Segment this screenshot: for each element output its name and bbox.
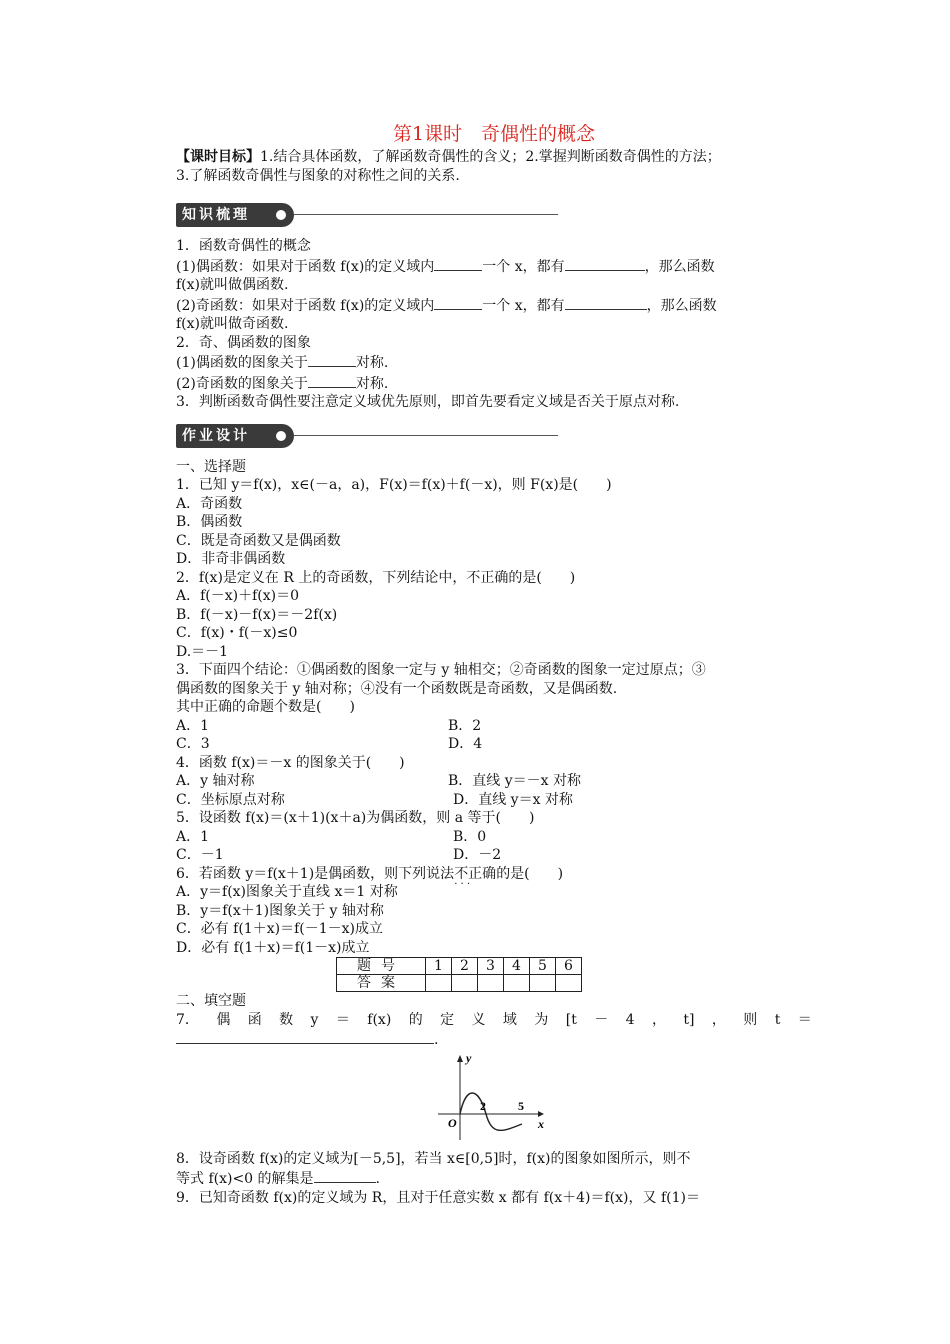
blank-odd-graph[interactable] xyxy=(308,373,356,388)
q7-word: 的 xyxy=(408,1011,423,1028)
q7-word: ＝ xyxy=(797,1011,812,1028)
q7-end: . xyxy=(434,1032,439,1048)
banner-rule xyxy=(294,214,558,215)
q7-word: 7． xyxy=(176,1011,199,1028)
question-8 xyxy=(176,1150,812,1189)
q6-option-a[interactable]: A．y＝f(x)图象关于直线 x＝1 对称 xyxy=(176,884,398,900)
answer-cell[interactable] xyxy=(556,975,582,992)
q7-stem xyxy=(176,1011,812,1030)
tick-label-2: 2 xyxy=(480,1098,486,1113)
q2-option-b[interactable]: B．f(－x)－f(x)＝－2f(x) xyxy=(176,606,338,623)
odd-graph-text-b: 对称. xyxy=(355,375,389,392)
answer-table-head-label: 题号 xyxy=(337,958,426,975)
q4-stem: 4．函数 f(x)＝－x 的图象关于( ) xyxy=(176,754,405,771)
q3-option-b[interactable]: B．2 xyxy=(448,717,482,734)
blank-q8[interactable] xyxy=(314,1168,376,1183)
x-axis-label: x xyxy=(538,1116,544,1131)
part-fill-heading: 二、填空题 xyxy=(176,993,246,1009)
goal-text-1: 1.结合具体函数，了解函数奇偶性的含义；2.掌握判断函数奇偶性的方法； xyxy=(260,149,721,165)
q3-option-c[interactable]: C．3 xyxy=(176,736,210,752)
q6-emphasis: 不正确 · · · xyxy=(454,866,496,882)
q7-word: 为 xyxy=(534,1011,549,1028)
answer-table-ans-label: 答案 xyxy=(337,975,426,992)
odd-graph-symmetry xyxy=(176,373,812,394)
banner-homework-label: 作业设计 xyxy=(176,424,294,448)
answer-table-number: 4 xyxy=(504,958,530,975)
bullet-dot-icon xyxy=(276,431,286,441)
question-9 xyxy=(176,1189,812,1208)
q7-word: 偶 xyxy=(216,1011,231,1028)
q4-options-row-2 xyxy=(176,791,812,810)
q8-line-2 xyxy=(176,1168,812,1189)
q8-line-1: 8．设奇函数 f(x)的定义域为[－5,5]，若当 x∈[0,5]时，f(x)的图象如图所示，则不 xyxy=(176,1150,691,1167)
function-curve xyxy=(460,1093,522,1130)
blank-even-any[interactable] xyxy=(434,256,482,271)
y-axis-arrow-icon xyxy=(457,1055,463,1062)
q5-option-b[interactable]: B．0 xyxy=(453,828,487,845)
q5-options-row-2 xyxy=(176,846,812,865)
q3-stem-1: 3．下面四个结论：①偶函数的图象一定与 y 轴相交；②奇函数的图象一定过原点；③ xyxy=(176,662,706,678)
answer-table-number: 6 xyxy=(556,958,582,975)
q6-stem-text-a: 6．若函数 y＝f(x＋1)是偶函数，则下列说法 xyxy=(176,865,455,882)
goal-line-1 xyxy=(176,148,812,167)
q2-option-c[interactable]: C．f(x)・f(－x)≤0 xyxy=(176,625,298,641)
knowledge-heading-3: 3．判断函数奇偶性要注意定义域优先原则，即首先要看定义域是否关于原点对称. xyxy=(176,394,680,410)
banner-knowledge xyxy=(176,203,812,229)
q3-stem-3: 其中正确的命题个数是( ) xyxy=(176,699,355,715)
banner-knowledge-label: 知识梳理 xyxy=(176,203,294,227)
q8-text-b: . xyxy=(375,1171,380,1187)
even-graph-symmetry xyxy=(176,352,812,373)
function-graph xyxy=(438,1052,548,1142)
question-5 xyxy=(176,809,812,865)
blank-q7[interactable] xyxy=(176,1029,434,1044)
q5-option-c[interactable]: C．－1 xyxy=(176,847,224,863)
question-1 xyxy=(176,476,812,569)
goal-line-2: 3.了解函数奇偶性与图象的对称性之间的关系. xyxy=(176,167,460,184)
part-choice-heading: 一、选择题 xyxy=(176,458,246,475)
q8-text-a: 等式 f(x)<0 的解集是 xyxy=(176,1171,314,1187)
q2-option-a[interactable]: A．f(－x)＋f(x)＝0 xyxy=(176,588,300,604)
q1-option-a[interactable]: A．奇函数 xyxy=(176,495,243,512)
even-definition-end: f(x)就叫做偶函数. xyxy=(176,277,289,293)
blank-odd-condition[interactable] xyxy=(565,295,647,310)
answer-cell[interactable] xyxy=(504,975,530,992)
odd-graph-text-a: (2)奇函数的图象关于 xyxy=(176,375,308,392)
blank-even-graph[interactable] xyxy=(308,352,356,367)
q7-word: 数 xyxy=(279,1011,294,1028)
q7-word: 函 xyxy=(247,1011,262,1028)
answer-table-header-row xyxy=(337,958,582,975)
q9-line-1: 9．已知奇函数 f(x)的定义域为 R，且对于任意实数 x 都有 f(x＋4)＝f(x)，又 f(1)＝ xyxy=(176,1189,700,1206)
q6-option-d[interactable]: D．必有 f(1＋x)＝f(1－x)成立 xyxy=(176,939,370,956)
question-6 xyxy=(176,865,812,958)
q3-stem-2: 偶函数的图象关于 y 轴对称；④没有一个函数既是奇函数，又是偶函数. xyxy=(176,680,618,697)
banner-rule xyxy=(294,435,558,436)
q6-option-b[interactable]: B．y＝f(x＋1)图象关于 y 轴对称 xyxy=(176,902,384,919)
odd-def-text-c: ，那么函数 xyxy=(646,297,717,314)
q1-stem: 1．已知 y＝f(x)，x∈(－a，a)，F(x)＝f(x)＋f(－x)，则 F(x)是( ) xyxy=(176,477,612,493)
bullet-dot-icon xyxy=(276,210,286,220)
answer-table-number: 2 xyxy=(452,958,478,975)
even-def-text-b: 一个 x，都有 xyxy=(482,258,565,275)
even-graph-text-a: (1)偶函数的图象关于 xyxy=(176,355,308,371)
q7-word: t xyxy=(774,1011,781,1028)
odd-def-text-b: 一个 x，都有 xyxy=(482,297,565,314)
q5-stem: 5．设函数 f(x)＝(x＋1)(x＋a)为偶函数，则 a 等于( ) xyxy=(176,810,535,826)
odd-definition xyxy=(176,295,812,316)
worksheet xyxy=(176,120,812,1207)
q7-word: ， xyxy=(651,1011,666,1028)
odd-definition-end: f(x)就叫做奇函数. xyxy=(176,316,289,332)
q7-word: － xyxy=(594,1011,609,1028)
answer-table-answer-row xyxy=(337,975,582,992)
q6-stem xyxy=(176,865,812,884)
origin-label: O xyxy=(448,1115,457,1130)
q4-option-d[interactable]: D．直线 y＝x 对称 xyxy=(453,791,573,808)
q7-word: 定 xyxy=(440,1011,455,1028)
goal-tag: 【课时目标】 xyxy=(176,149,260,165)
q4-option-c[interactable]: C．坐标原点对称 xyxy=(176,791,285,808)
q7-word: ＝ xyxy=(335,1011,350,1028)
q3-options-row-1 xyxy=(176,717,812,736)
y-axis-label: y xyxy=(466,1051,472,1065)
q5-option-d[interactable]: D．－2 xyxy=(453,847,502,863)
answer-cell[interactable] xyxy=(530,975,556,992)
q4-option-b[interactable]: B．直线 y＝－x 对称 xyxy=(448,773,581,789)
q7-word: y xyxy=(310,1011,319,1028)
tick-label-5: 5 xyxy=(518,1098,524,1113)
q2-option-d[interactable]: D.＝－1 xyxy=(176,643,229,660)
answer-table-number: 1 xyxy=(426,958,452,975)
q4-option-a[interactable]: A．y 轴对称 xyxy=(176,773,255,789)
odd-def-text-a: (2)奇函数：如果对于函数 f(x)的定义域内 xyxy=(176,297,435,314)
lesson-title: 第1课时 奇偶性的概念 xyxy=(392,123,596,145)
q6-option-c[interactable]: C．必有 f(1＋x)＝f(－1－x)成立 xyxy=(176,921,383,937)
q7-word: 域 xyxy=(502,1011,517,1028)
q5-option-a[interactable]: A．1 xyxy=(176,828,210,845)
q7-word: ， xyxy=(711,1011,726,1028)
q6-stem-text-b: 的是( ) xyxy=(496,865,564,882)
q7-word: [t xyxy=(565,1011,577,1028)
banner-homework xyxy=(176,424,812,450)
question-3 xyxy=(176,661,812,754)
even-def-text-c: ，那么函数 xyxy=(644,258,715,275)
answer-table-number: 5 xyxy=(530,958,556,975)
question-2 xyxy=(176,569,812,662)
even-def-text-a: (1)偶函数：如果对于函数 f(x)的定义域内 xyxy=(176,258,435,275)
question-7 xyxy=(176,1011,812,1050)
answer-table-number: 3 xyxy=(478,958,504,975)
q2-stem: 2．f(x)是定义在 R 上的奇函数，下列结论中，不正确的是( ) xyxy=(176,569,576,586)
q7-word: f(x) xyxy=(367,1011,392,1028)
q1-option-d[interactable]: D．非奇非偶函数 xyxy=(176,551,286,567)
even-graph-text-b: 对称. xyxy=(355,355,389,371)
q1-option-c[interactable]: C．既是奇函数又是偶函数 xyxy=(176,532,341,549)
answer-cell[interactable] xyxy=(478,975,504,992)
knowledge-section xyxy=(176,237,812,412)
q7-word: 则 xyxy=(743,1011,758,1028)
q7-word: 4 xyxy=(625,1011,635,1028)
q7-word: t] xyxy=(683,1011,695,1028)
even-definition xyxy=(176,256,812,277)
q7-answer-line xyxy=(176,1029,812,1050)
q1-option-b[interactable]: B．偶函数 xyxy=(176,514,243,530)
q7-word: 义 xyxy=(471,1011,486,1028)
answer-table xyxy=(336,957,582,992)
q3-option-d[interactable]: D．4 xyxy=(448,736,483,752)
answer-cell[interactable] xyxy=(452,975,478,992)
q3-option-a[interactable]: A．1 xyxy=(176,717,210,734)
knowledge-heading-2: 2．奇、偶函数的图象 xyxy=(176,334,311,351)
answer-cell[interactable] xyxy=(426,975,452,992)
q4-options-row-1 xyxy=(176,772,812,791)
blank-even-condition[interactable] xyxy=(565,256,645,271)
knowledge-heading-1: 1．函数奇偶性的概念 xyxy=(176,238,311,254)
question-4 xyxy=(176,754,812,810)
blank-odd-any[interactable] xyxy=(434,295,482,310)
q5-options-row-1 xyxy=(176,828,812,847)
q3-options-row-2 xyxy=(176,735,812,754)
